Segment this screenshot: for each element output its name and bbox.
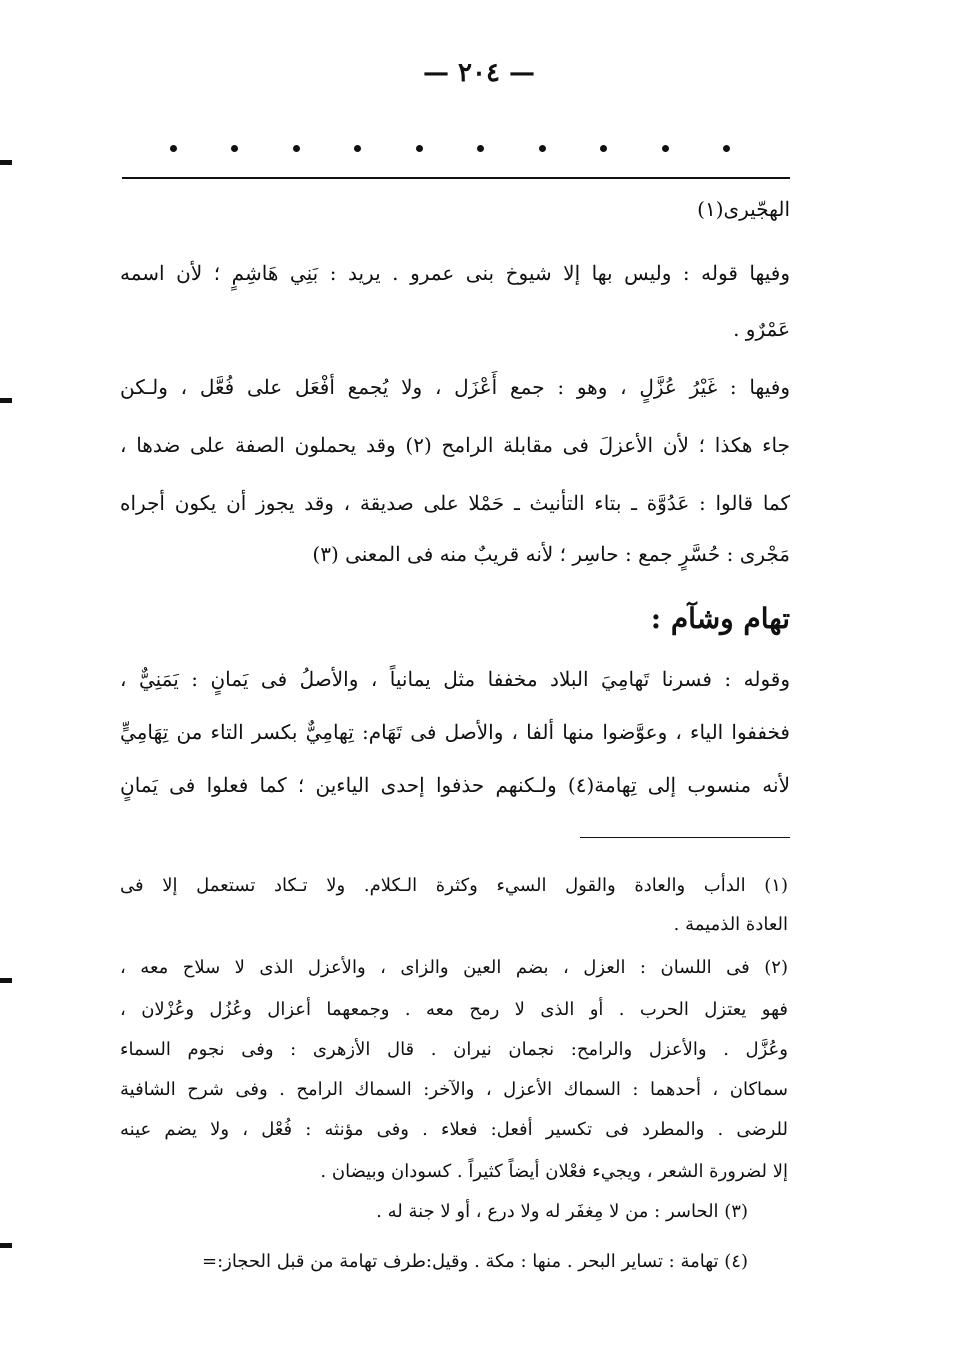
body-line: فخففوا الياء ، وعوَّضوا منها ألفا ، والأصل فى تَهَام: تِهامِيٌّ بكسر التاء من تِهَامِيٍّ	[120, 720, 790, 744]
margin-mark	[0, 978, 12, 983]
footnotes	[120, 0, 788, 1300]
footnote-line: (٢) فى اللسان : العزل ، بضم العين والزاى ، والأعزل الذى لا سلاح معه ،	[120, 957, 788, 978]
footnote-line: للرضى . والمطرد فى تكسير أفعل: فعلاء . وفى مؤنثه : فُعْل ، ولا يضم عينه	[120, 1119, 788, 1140]
footnote-line: سماكان ، أحدهما : السماك الأعزل ، والآخر: السماك الرامح . وفى شرح الشافية	[120, 1079, 788, 1100]
body-line: لأنه منسوب إلى تِهامة(٤) ولـكنهم حذفوا إحدى الياءين ؛ كما فعلوا فى يَمانٍ	[120, 773, 790, 797]
footnote-line: (١) الدأب والعادة والقول السيء وكثرة الـكلام. ولا تـكاد تستعمل إلا فى	[120, 875, 788, 896]
footnote-line: إلا لضرورة الشعر ، ويجيء فعْلان أيضاً كثيراً . كسودان وبيضان .	[320, 1161, 788, 1182]
body-line: وفيها : غَيْرُ عُزَّلٍ ، وهو : جمع أَعْزَل ، ولا يُجمع أفْعَل على فُعَّل ، ولـكن	[120, 375, 790, 399]
footnote-line: (٤) تهامة : تساير البحر . منها : مكة . وقيل:طرف تهامة من قبل الحجاز:=	[201, 1251, 748, 1272]
page-number: — ٢٠٤ —	[422, 58, 536, 88]
body-line: عَمْرٌو .	[733, 317, 790, 341]
body-line: جاء هكذا ؛ لأن الأعزلَ فى مقابلة الرامح (٢) وقد يحملون الصفة على ضدها ،	[120, 433, 790, 457]
footnote-line: العادة الذميمة .	[673, 914, 788, 935]
body-line: كما قالوا : عَدُوَّة ـ بتاء التأنيث ـ حَمْلا على صديقة ، وقد يجوز أن يكون أجراه	[120, 491, 790, 515]
footnote-line: (٣) الحاسر : من لا مِغفَر له ولا درع ، أو لا جنة له .	[376, 1201, 748, 1222]
margin-mark	[0, 398, 12, 403]
margin-mark	[0, 160, 12, 165]
footnote-line: وعُزَّل . والأعزل والرامح: نجمان نيران . قال الأزهرى : وفى نجوم السماء	[120, 1039, 788, 1060]
footnote-line: فهو يعتزل الحرب . أو الذى لا رمح معه . وجمعهما أعزال وعُزُل وعُزْلان ،	[120, 999, 788, 1020]
section-heading: تهام وشآم :	[650, 602, 790, 635]
margin-mark	[0, 1243, 12, 1248]
body-line: وفيها قوله : وليس بها إلا شيوخ بنى عمرو . يريد : بَنِي هَاشِمٍ ؛ لأن اسمه	[120, 261, 790, 285]
body-line: وقوله : فسرنا تَهامِيَ البلاد مخففا مثل يمانياً ، والأصلُ فى يَمانٍ : يَمَنِيٌّ ،	[120, 667, 790, 691]
body-line: مَجْرى : حُسَّرٍ جمع : حاسِر ؛ لأنه قريبٌ منه فى المعنى (٣)	[312, 542, 790, 566]
body-line: الهجّيرى(١)	[697, 197, 790, 221]
